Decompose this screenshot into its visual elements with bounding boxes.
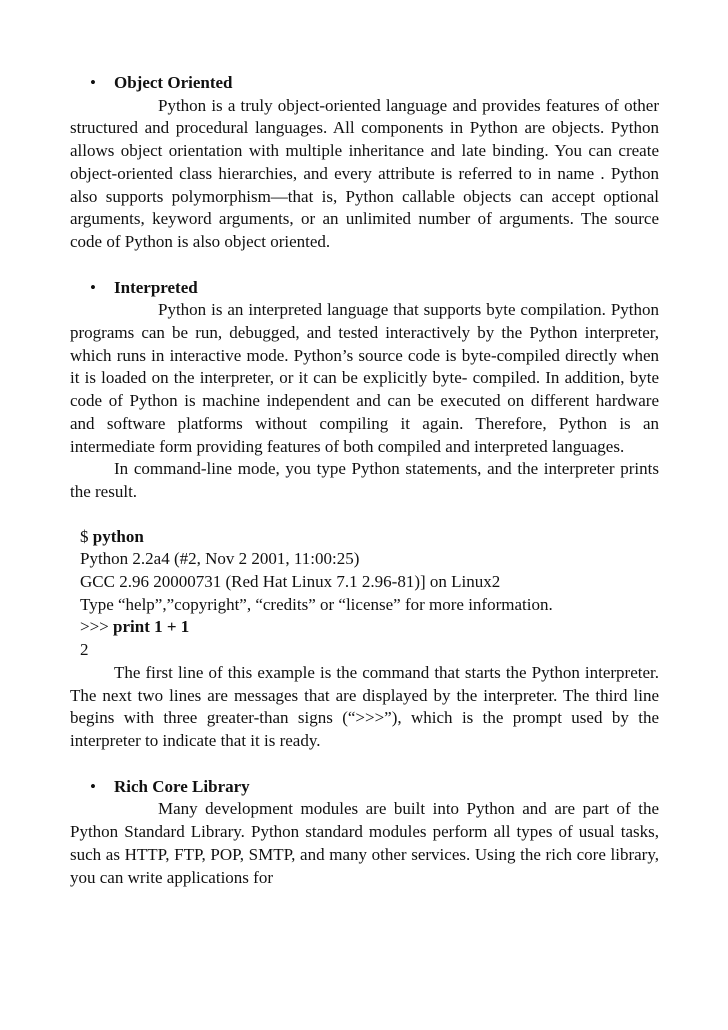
section-heading-rich-core-library — [90, 776, 659, 799]
paragraph-rich-core-library: Many development modules are built into Python and are part of the Python Standard Library. Python standard modules perform all types of usual tasks, such as HTTP, FTP, POP, SMTP, and many other services. Using the rich core library, you can write applications for — [70, 799, 659, 887]
heading-text: Rich Core Library — [114, 776, 250, 796]
bullet-icon: • — [90, 277, 96, 297]
section-heading-object-oriented — [90, 72, 659, 95]
bullet-icon: • — [90, 73, 96, 92]
paragraph-command-line: In command-line mode, you type Python statements, and the interpreter prints the result. — [70, 459, 659, 501]
section-heading-interpreted — [90, 277, 659, 300]
code-line: $ python — [80, 526, 144, 546]
code-line: 2 — [80, 640, 89, 660]
paragraph-after-code: The first line of this example is the command that starts the Python interpreter. The next two lines are messages that are displayed by the interpreter. The third line begins with three greater-than signs (“>>>”), which is the prompt used by the interpreter to indicate that it is ready. — [70, 662, 659, 750]
code-line: GCC 2.96 20000731 (Red Hat Linux 7.1 2.96-81)] on Linux2 — [80, 572, 501, 592]
paragraph-object-oriented: Python is a truly object-oriented language and provides features of other structured and procedural languages. All components in Python are objects. Python allows object orientation with multiple inheritance and late binding. You can create object-oriented class hierarchies, and every attribute is referred to in name . Python also supports polymorphism—that is, Python callable objects can accept optional arguments, keyword arguments, or an unlimited number of arguments. The source code of Python is also object oriented. — [70, 95, 659, 251]
code-example — [80, 526, 659, 662]
paragraph-interpreted: Python is an interpreted language that supports byte compilation. Python programs can be run, debugged, and tested interactively by the Python interpreter, which runs in interactive mode. Python’s source code is byte-compiled directly when it is loaded on the interpreter, or it can be explicitly byte- compiled. In addition, byte code of Python is machine independent and can be executed on different hardware and software platforms without compiling it again. Therefore, Python is an intermediate form providing features of both compiled and interpreted languages. — [70, 300, 659, 456]
heading-text: Interpreted — [114, 277, 198, 297]
code-line: >>> print 1 + 1 — [80, 617, 190, 637]
heading-text: Object Oriented — [114, 73, 233, 92]
code-line: Type “help”,”copyright”, “credits” or “license” for more information. — [80, 594, 553, 614]
bullet-icon: • — [90, 776, 96, 796]
document-page — [70, 72, 659, 889]
code-line: Python 2.2a4 (#2, Nov 2 2001, 11:00:25) — [80, 549, 360, 569]
